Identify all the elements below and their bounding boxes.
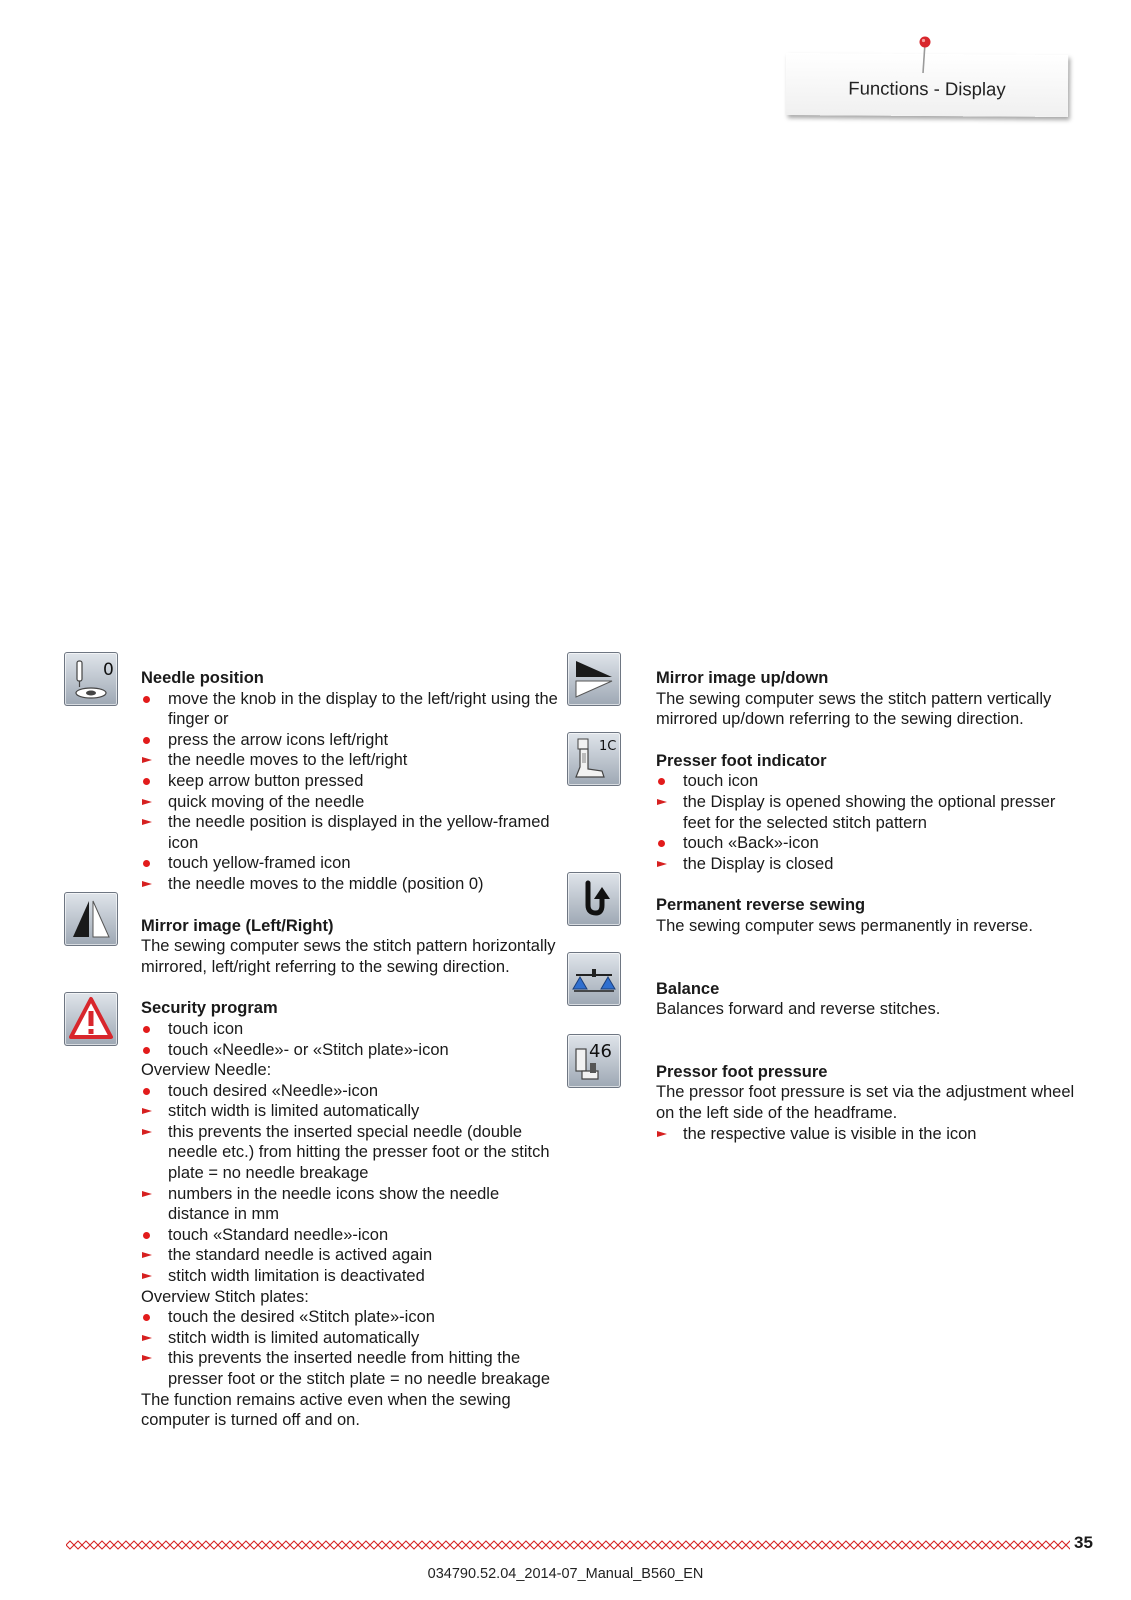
security-warning-icon (64, 992, 118, 1046)
section-presser-foot-indicator (656, 751, 1076, 875)
section-needle-position (141, 668, 561, 895)
svg-text:1C: 1C (599, 739, 617, 754)
section-title: Security program (141, 999, 278, 1018)
list-item: touch «Needle»- or «Stitch plate»-icon (141, 1040, 561, 1061)
list-item: stitch width is limited automatically (141, 1101, 561, 1122)
list-item: keep arrow button pressed (141, 771, 561, 792)
section-pressor-foot-pressure (656, 1062, 1076, 1144)
left-column (141, 668, 561, 1431)
svg-text:0: 0 (103, 660, 114, 680)
presser-foot-icon (567, 732, 621, 786)
list-item: the needle moves to the middle (position 0) (141, 874, 561, 895)
item-list (141, 689, 561, 895)
section-permanent-reverse (656, 895, 1076, 936)
list-item: touch desired «Needle»-icon (141, 1081, 561, 1102)
subheading: Overview Stitch plates: (141, 1287, 309, 1306)
needle-position-icon (64, 652, 118, 706)
list-item: numbers in the needle icons show the needle distance in mm (141, 1184, 561, 1225)
list-item: touch icon (141, 1019, 561, 1040)
footer-decorative-border (66, 1540, 1070, 1550)
page-number: 35 (1074, 1533, 1093, 1552)
mirror-left-right-icon (64, 892, 118, 946)
list-item: touch «Back»-icon (656, 833, 1076, 854)
document-code: 034790.52.04_2014-07_Manual_B560_EN (427, 1566, 704, 1582)
list-item: the needle moves to the left/right (141, 750, 561, 771)
list-item: stitch width limitation is deactivated (141, 1266, 561, 1287)
right-column (656, 668, 1076, 1144)
svg-text:46: 46 (589, 1041, 612, 1062)
section-text: The sewing computer sews the stitch pattern horizontally mirrored, left/right referring to the sewing direction. (141, 937, 556, 976)
section-security-program (141, 998, 561, 1430)
list-item: the needle position is displayed in the yellow-framed icon (141, 812, 561, 853)
section-balance (656, 979, 1076, 1020)
section-text: The pressor foot pressure is set via the adjustment wheel on the left side of the headframe. (656, 1083, 1075, 1122)
section-title: Mirror image up/down (656, 669, 829, 687)
list-item: the standard needle is actived again (141, 1245, 561, 1266)
mirror-up-down-icon (567, 652, 621, 706)
section-text: The function remains active even when the sewing computer is turned off and on. (141, 1390, 511, 1430)
section-title: Pressor foot pressure (656, 1062, 828, 1081)
list-item: touch «Standard needle»-icon (141, 1225, 561, 1246)
list-item: the Display is opened showing the optional presser feet for the selected stitch pattern (656, 792, 1076, 833)
section-title: Presser foot indicator (656, 751, 827, 770)
list-item: this prevents the inserted special needle (double needle etc.) from hitting the presser foot or the stitch plate = no needle breakage (141, 1122, 561, 1184)
item-list (141, 1081, 561, 1287)
reverse-sewing-icon (567, 872, 621, 926)
item-list (656, 771, 1076, 874)
list-item: move the knob in the display to the left/right using the finger or (141, 689, 561, 730)
item-list (141, 1019, 561, 1060)
section-title: Needle position (141, 669, 264, 687)
section-title: Permanent reverse sewing (656, 896, 866, 915)
list-item: touch yellow-framed icon (141, 853, 561, 874)
balance-scale-icon (567, 952, 621, 1006)
section-text: Balances forward and reverse stitches. (656, 1000, 941, 1019)
list-item: the Display is closed (656, 854, 1076, 875)
section-mirror-left-right (141, 916, 561, 978)
list-item: the respective value is visible in the icon (656, 1124, 1076, 1145)
page-section-title: Functions - Display (848, 77, 1006, 100)
list-item: touch icon (656, 771, 1076, 792)
item-list (656, 1124, 1076, 1145)
pin-icon (918, 35, 932, 75)
list-item: stitch width is limited automatically (141, 1328, 561, 1349)
section-title: Balance (656, 979, 720, 998)
presser-foot-pressure-icon (567, 1034, 621, 1088)
list-item: this prevents the inserted needle from hitting the presser foot or the stitch plate = no needle breakage (141, 1348, 561, 1389)
list-item: press the arrow icons left/right (141, 730, 561, 751)
section-text: The sewing computer sews the stitch pattern vertically mirrored up/down referring to the sewing direction. (656, 689, 1052, 729)
section-mirror-up-down (656, 668, 1076, 730)
list-item: touch the desired «Stitch plate»-icon (141, 1307, 561, 1328)
list-item: quick moving of the needle (141, 792, 561, 813)
item-list (141, 1307, 561, 1389)
subheading: Overview Needle: (141, 1061, 272, 1080)
section-text: The sewing computer sews permanently in reverse. (656, 916, 1033, 935)
section-title: Mirror image (Left/Right) (141, 916, 334, 935)
